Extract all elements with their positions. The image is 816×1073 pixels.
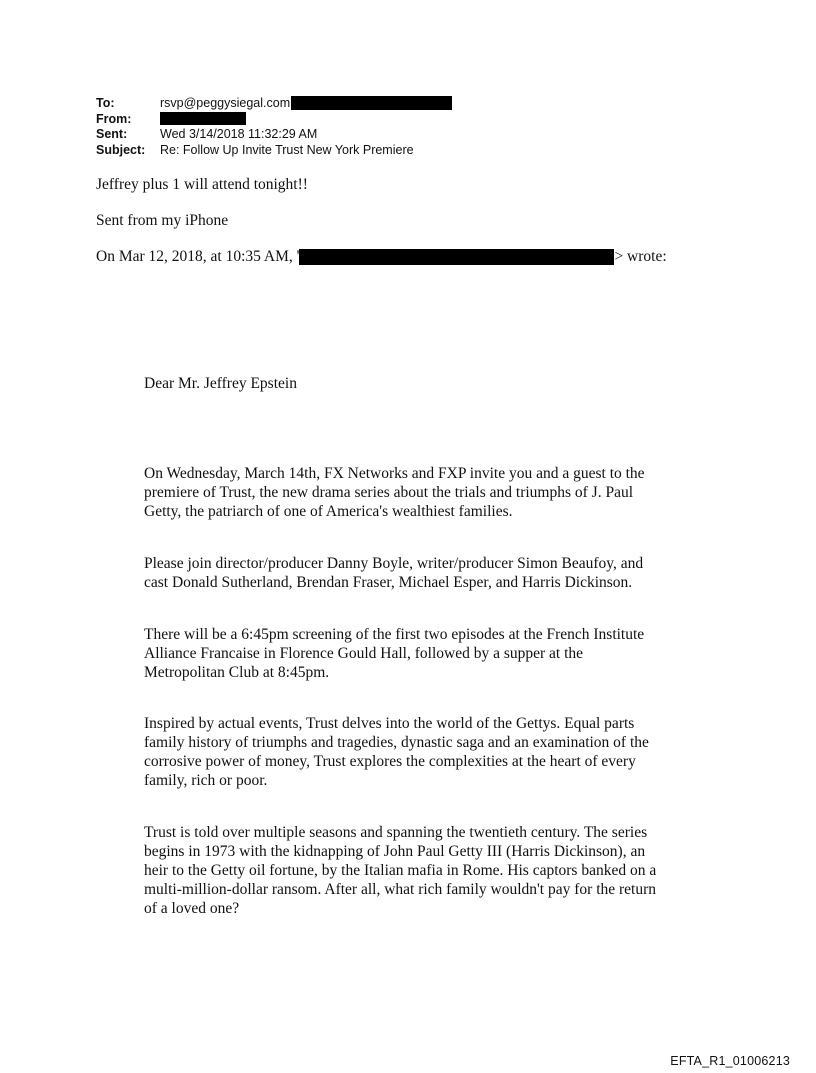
email-header: [96, 96, 452, 158]
paragraph: [144, 823, 684, 918]
paragraph-line: heir to the Getty oil fortune, by the Italian mafia in Rome. His captors banked on a: [144, 862, 657, 879]
to-row: [96, 96, 452, 112]
paragraph-line: of a loved one?: [144, 900, 240, 917]
paragraph-line: Trust is told over multiple seasons and spanning the twentieth century. The series: [144, 824, 648, 841]
paragraph-line: premiere of Trust, the new drama series about the trials and triumphs of J. Paul: [144, 484, 634, 501]
quote-attribution: [96, 247, 667, 266]
salutation: Dear Mr. Jeffrey Epstein: [144, 375, 297, 392]
document-id: EFTA_R1_01006213: [670, 1054, 790, 1068]
reply-line-1: Jeffrey plus 1 will attend tonight!!: [96, 176, 308, 193]
paragraph: [144, 554, 684, 592]
sent-row: [96, 127, 452, 143]
paragraph-line: On Wednesday, March 14th, FX Networks and FXP invite you and a guest to the: [144, 465, 645, 482]
paragraph-line: Metropolitan Club at 8:45pm.: [144, 664, 330, 681]
redaction-bar: [299, 249, 614, 265]
to-label: To:: [96, 96, 115, 110]
redaction-bar: [160, 112, 246, 125]
from-row: [96, 112, 452, 128]
paragraph-line: Please join director/producer Danny Boyle, writer/producer Simon Beaufoy, and: [144, 555, 644, 572]
redaction-bar: [291, 96, 452, 110]
quote-suffix: > wrote:: [614, 248, 667, 265]
paragraph-line: begins in 1973 with the kidnapping of John Paul Getty III (Harris Dickinson), an: [144, 843, 646, 860]
paragraph-line: There will be a 6:45pm screening of the first two episodes at the French Institute: [144, 626, 645, 643]
sent-value: Wed 3/14/2018 11:32:29 AM: [160, 127, 318, 141]
subject-value: Re: Follow Up Invite Trust New York Premiere: [160, 142, 414, 157]
quote-prefix: On Mar 12, 2018, at 10:35 AM, ': [96, 248, 300, 265]
subject-label: Subject:: [96, 142, 146, 157]
sent-label: Sent:: [96, 127, 128, 141]
paragraph-line: corrosive power of money, Trust explores the complexities at the heart of every: [144, 753, 636, 770]
subject-row: [96, 143, 452, 159]
from-label: From:: [96, 111, 132, 126]
paragraph-line: Inspired by actual events, Trust delves into the world of the Gettys. Equal parts: [144, 715, 635, 732]
to-value: rsvp@peggysiegal.com: [160, 96, 291, 110]
paragraph: [144, 714, 684, 790]
reply-line-2: Sent from my iPhone: [96, 212, 229, 229]
paragraph: [144, 625, 684, 682]
paragraph-line: Getty, the patriarch of one of America's wealthiest families.: [144, 503, 513, 520]
paragraph-line: family history of triumphs and tragedies, dynastic saga and an examination of the: [144, 734, 649, 751]
paragraph: [144, 464, 684, 521]
paragraph-line: Alliance Francaise in Florence Gould Hall, followed by a supper at the: [144, 645, 584, 662]
paragraph-line: multi-million-dollar ransom. After all, what rich family wouldn't pay for the return: [144, 881, 657, 898]
paragraph-line: family, rich or poor.: [144, 772, 268, 789]
paragraph-line: cast Donald Sutherland, Brendan Fraser, Michael Esper, and Harris Dickinson.: [144, 574, 633, 591]
